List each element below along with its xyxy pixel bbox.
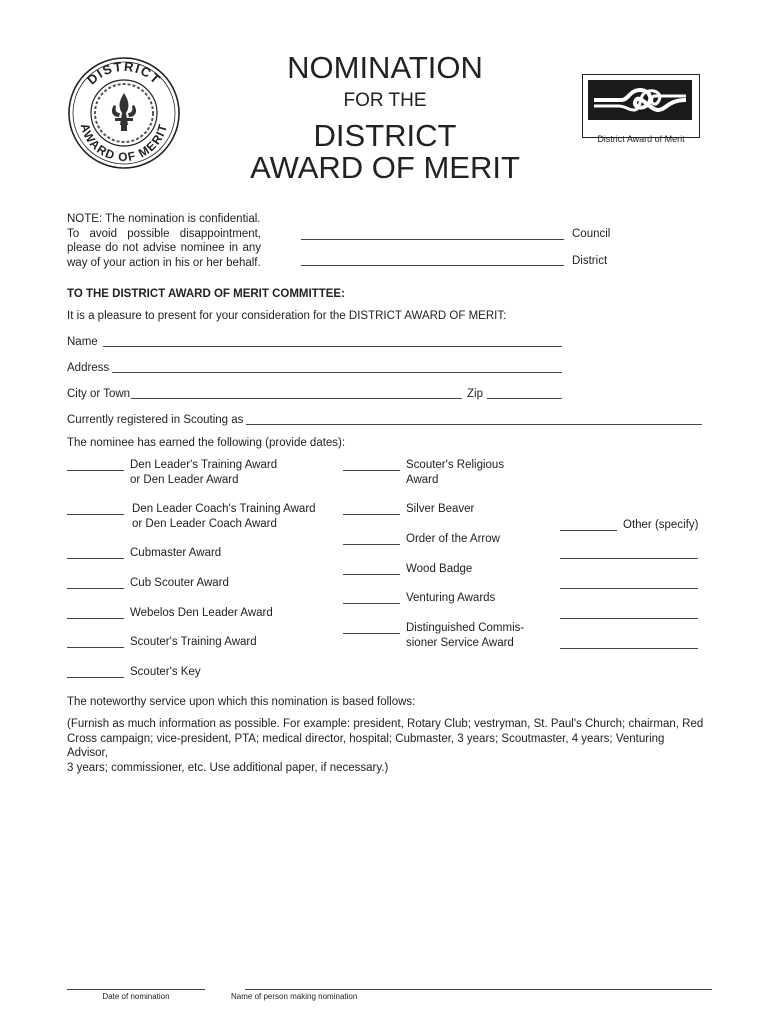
fleur-de-lis-icon — [112, 93, 136, 131]
committee-heading: TO THE DISTRICT AWARD OF MERIT COMMITTEE: — [67, 288, 345, 300]
district-seal — [66, 55, 182, 171]
award-date-field[interactable] — [67, 647, 124, 648]
award-date-field[interactable] — [343, 470, 400, 471]
note-line-1: NOTE: The nomination is confidential. — [67, 213, 261, 225]
award-label: Distinguished Commis- — [406, 622, 525, 634]
title-district: DISTRICT — [313, 118, 457, 153]
award-date-field[interactable] — [343, 544, 400, 545]
award-label: Silver Beaver — [406, 503, 475, 515]
intro-text: It is a pleasure to present for your consideration for the DISTRICT AWARD OF MERIT: — [67, 310, 507, 322]
award-label: Venturing Awards — [406, 592, 496, 604]
award-date-field[interactable] — [560, 530, 617, 531]
note-line-2: To avoid possible disappointment, — [67, 227, 261, 240]
name-field[interactable] — [103, 346, 562, 347]
seal-top-text: DISTRICT — [83, 58, 165, 88]
zip-field[interactable] — [487, 398, 562, 399]
note-line-3: please do not advise nominee in any — [67, 242, 261, 254]
other-label: Other (specify) — [623, 519, 699, 531]
date-of-nomination-label: Date of nomination — [102, 992, 170, 1001]
award-label-2: or Den Leader Award — [130, 473, 239, 486]
award-date-field[interactable] — [67, 470, 124, 471]
confidential-note — [67, 212, 261, 270]
registered-label: Currently registered in Scouting as — [67, 414, 244, 426]
seal-bottom-text: AWARD OF MERIT — [77, 121, 171, 165]
award-label-2: sioner Service Award — [406, 636, 514, 649]
service-description-area[interactable] — [67, 770, 707, 970]
award-date-field[interactable] — [67, 558, 124, 559]
title-for-the: FOR THE — [343, 90, 427, 111]
title-nomination: NOMINATION — [287, 50, 483, 85]
award-date-field[interactable] — [67, 618, 124, 619]
zip-label: Zip — [467, 388, 483, 400]
award-date-field[interactable] — [343, 603, 400, 604]
instructions-line-1: (Furnish as much information as possible. For example: president, Rotary Club; vestryman, St. Paul's Church; chairman, Red — [67, 718, 704, 730]
title-award-of-merit: AWARD OF MERIT — [250, 150, 520, 185]
award-label: Den Leader Coach's Training Award — [132, 503, 316, 515]
address-field[interactable] — [112, 372, 562, 373]
award-label-2: Award — [406, 473, 439, 486]
district-label: District — [572, 255, 608, 267]
award-date-field[interactable] — [67, 677, 124, 678]
award-label: Scouter's Training Award — [130, 636, 257, 648]
award-label: Cubmaster Award — [130, 547, 222, 559]
award-date-field[interactable] — [343, 514, 400, 515]
award-label-2: or Den Leader Coach Award — [132, 517, 277, 530]
award-label: Cub Scouter Award — [130, 577, 229, 589]
award-label: Scouter's Religious — [406, 459, 505, 471]
award-date-field[interactable] — [343, 574, 400, 575]
instructions-line-2: Cross campaign; vice-president, PTA; medical director, hospital; Cubmaster, 3 years; Scoutmaster, 4 years; Venturing Advisor, — [67, 732, 665, 759]
award-label: Den Leader's Training Award — [130, 459, 278, 471]
other-specify-line-1[interactable] — [560, 558, 698, 559]
award-label: Scouter's Key — [130, 666, 201, 678]
other-specify-line-3[interactable] — [560, 618, 698, 619]
council-field[interactable] — [301, 239, 564, 240]
district-field[interactable] — [301, 265, 564, 266]
knot-caption: District Award of Merit — [597, 134, 685, 144]
council-label: Council — [572, 228, 611, 240]
other-specify-line-4[interactable] — [560, 648, 698, 649]
address-label: Address — [67, 362, 110, 374]
awards-intro: The nominee has earned the following (provide dates): — [67, 437, 346, 449]
other-specify-line-2[interactable] — [560, 588, 698, 589]
registered-field[interactable] — [246, 424, 702, 425]
award-label: Wood Badge — [406, 563, 473, 575]
knot-emblem — [582, 74, 700, 144]
service-heading: The noteworthy service upon which this nomination is based follows: — [67, 696, 416, 708]
award-date-field[interactable] — [343, 633, 400, 634]
award-label: Webelos Den Leader Award — [130, 607, 273, 619]
name-label: Name — [67, 336, 98, 348]
city-field[interactable] — [131, 398, 462, 399]
date-of-nomination-field[interactable] — [67, 989, 205, 990]
award-date-field[interactable] — [67, 514, 124, 515]
award-label: Order of the Arrow — [406, 533, 500, 545]
note-line-4: way of your action in his or her behalf. — [67, 256, 261, 269]
knot-patch — [588, 80, 692, 120]
square-knot-icon — [588, 80, 692, 120]
instructions-line-3: 3 years; commissioner, etc. Use additional paper, if necessary.) — [67, 761, 389, 774]
nominator-name-label: Name of person making nomination — [231, 992, 358, 1001]
award-date-field[interactable] — [67, 588, 124, 589]
seal-graphic — [66, 55, 182, 171]
city-label: City or Town — [67, 388, 131, 400]
nominator-name-field[interactable] — [245, 989, 712, 990]
service-instructions — [67, 717, 707, 775]
